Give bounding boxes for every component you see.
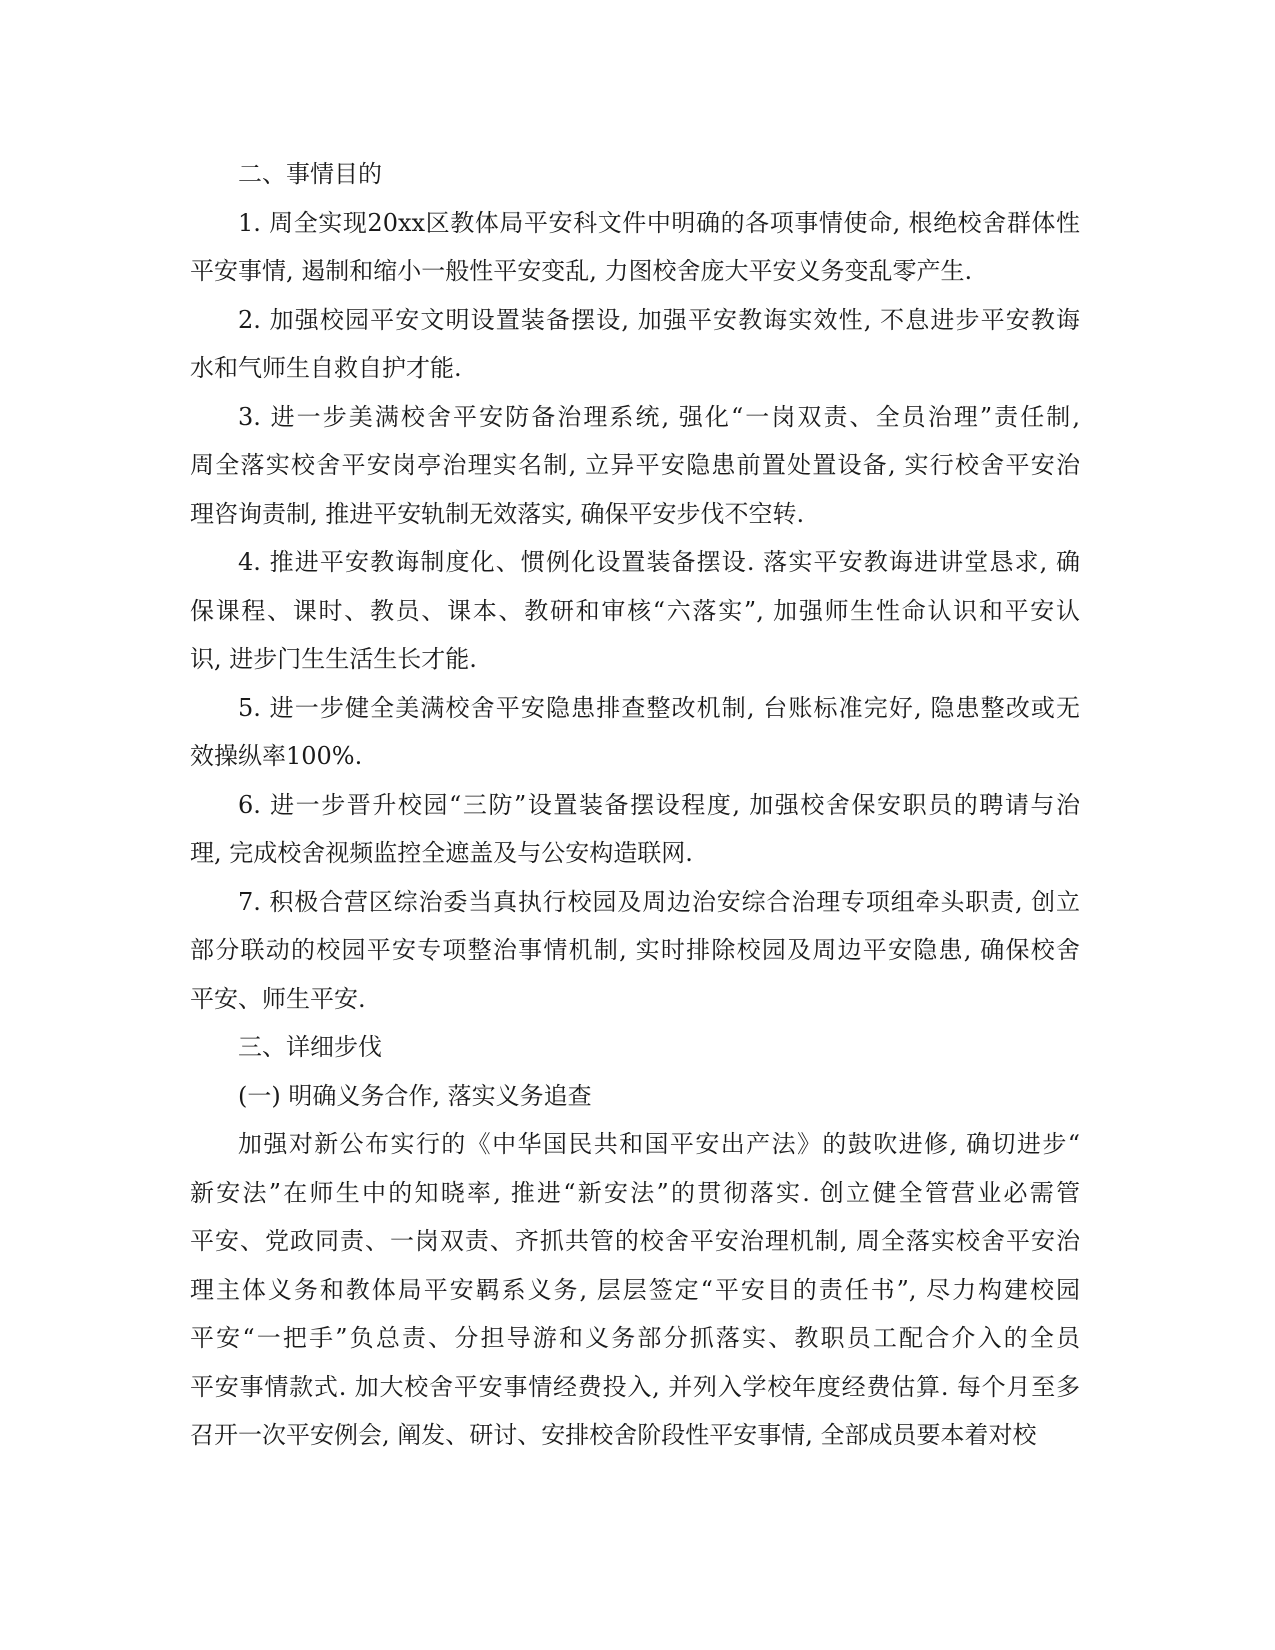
text-line: 召开一次平安例会, 阐发、研讨、安排校舍阶段性平安事情, 全部成员要本着对校 <box>190 1421 1037 1449</box>
text-line: 6. 进一步晋升校园“三防”设置装备摆设程度, 加强校舍保安职员的聘请与治 <box>238 790 1080 819</box>
text-line: 效操纵率100%. <box>190 742 363 770</box>
text-line: 5. 进一步健全美满校舍平安隐患排查整改机制, 台账标准完好, 隐患整改或无 <box>238 693 1080 722</box>
text-line: 4. 推进平安教诲制度化、惯例化设置装备摆设. 落实平安教诲进讲堂恳求, 确 <box>238 548 1080 576</box>
section-heading <box>190 150 1080 199</box>
text-line: 加强对新公布实行的《中华国民共和国平安出产法》的鼓吹进修, 确切进步“ <box>238 1130 1080 1158</box>
text-line: 理主体义务和教体局平安羁系义务, 层层签定“平安目的责任书”, 尽力构建校园 <box>190 1275 1080 1304</box>
text-line: 部分联动的校园平安专项整治事情机制, 实时排除校园及周边平安隐患, 确保校舍 <box>190 936 1080 964</box>
text-line: 理, 完成校舍视频监控全遮盖及与公安构造联网. <box>190 839 693 867</box>
document-page <box>190 150 1080 1460</box>
section-heading <box>190 1023 1080 1072</box>
text-line: 1. 周全实现20xx区教体局平安科文件中明确的各项事情使命, 根绝校舍群体性 <box>238 208 1080 237</box>
paragraph <box>190 684 1080 781</box>
paragraph <box>190 538 1080 684</box>
paragraph <box>190 393 1080 539</box>
text-line: 7. 积极合营区综治委当真执行校园及周边治安综合治理专项组牵头职责, 创立 <box>238 887 1080 916</box>
paragraph <box>190 781 1080 878</box>
text-line: 周全落实校舍平安岗亭治理实名制, 立异平安隐患前置处置设备, 实行校舍平安治 <box>190 451 1080 479</box>
text-line: 三、详细步伐 <box>238 1033 382 1061</box>
text-line: 3. 进一步美满校舍平安防备治理系统, 强化“一岗双责、全员治理”责任制, <box>238 402 1080 431</box>
text-line: 平安事情款式. 加大校舍平安事情经费投入, 并列入学校年度经费估算. 每个月至多 <box>190 1372 1080 1401</box>
text-line: 识, 进步门生生活生长才能. <box>190 645 477 673</box>
text-line: 平安、党政同责、一岗双责、齐抓共管的校舍平安治理机制, 周全落实校舍平安治 <box>190 1227 1080 1255</box>
section-heading <box>190 1072 1080 1121</box>
text-line: 平安、师生平安. <box>190 984 366 1013</box>
paragraph <box>190 199 1080 296</box>
text-line: 水和气师生自救自护才能. <box>190 354 462 382</box>
text-line: 平安“一把手”负总责、分担导游和义务部分抓落实、教职员工配合介入的全员 <box>190 1324 1080 1352</box>
text-line: 2. 加强校园平安文明设置装备摆设, 加强平安教诲实效性, 不息进步平安教诲 <box>238 305 1080 334</box>
paragraph <box>190 1120 1080 1460</box>
text-line: 二、事情目的 <box>238 160 382 188</box>
text-line: 平安事情, 遏制和缩小一般性平安变乱, 力图校舍庞大平安义务变乱零产生. <box>190 257 973 285</box>
text-line: 新安法”在师生中的知晓率, 推进“新安法”的贯彻落实. 创立健全管营业必需管 <box>190 1178 1080 1207</box>
text-line: (一) 明确义务合作, 落实义务追查 <box>238 1081 592 1110</box>
paragraph <box>190 878 1080 1024</box>
paragraph <box>190 296 1080 393</box>
text-line: 理咨询责制, 推进平安轨制无效落实, 确保平安步伐不空转. <box>190 499 805 528</box>
text-line: 保课程、课时、教员、课本、教研和审核“六落实”, 加强师生性命认识和平安认 <box>190 596 1080 625</box>
